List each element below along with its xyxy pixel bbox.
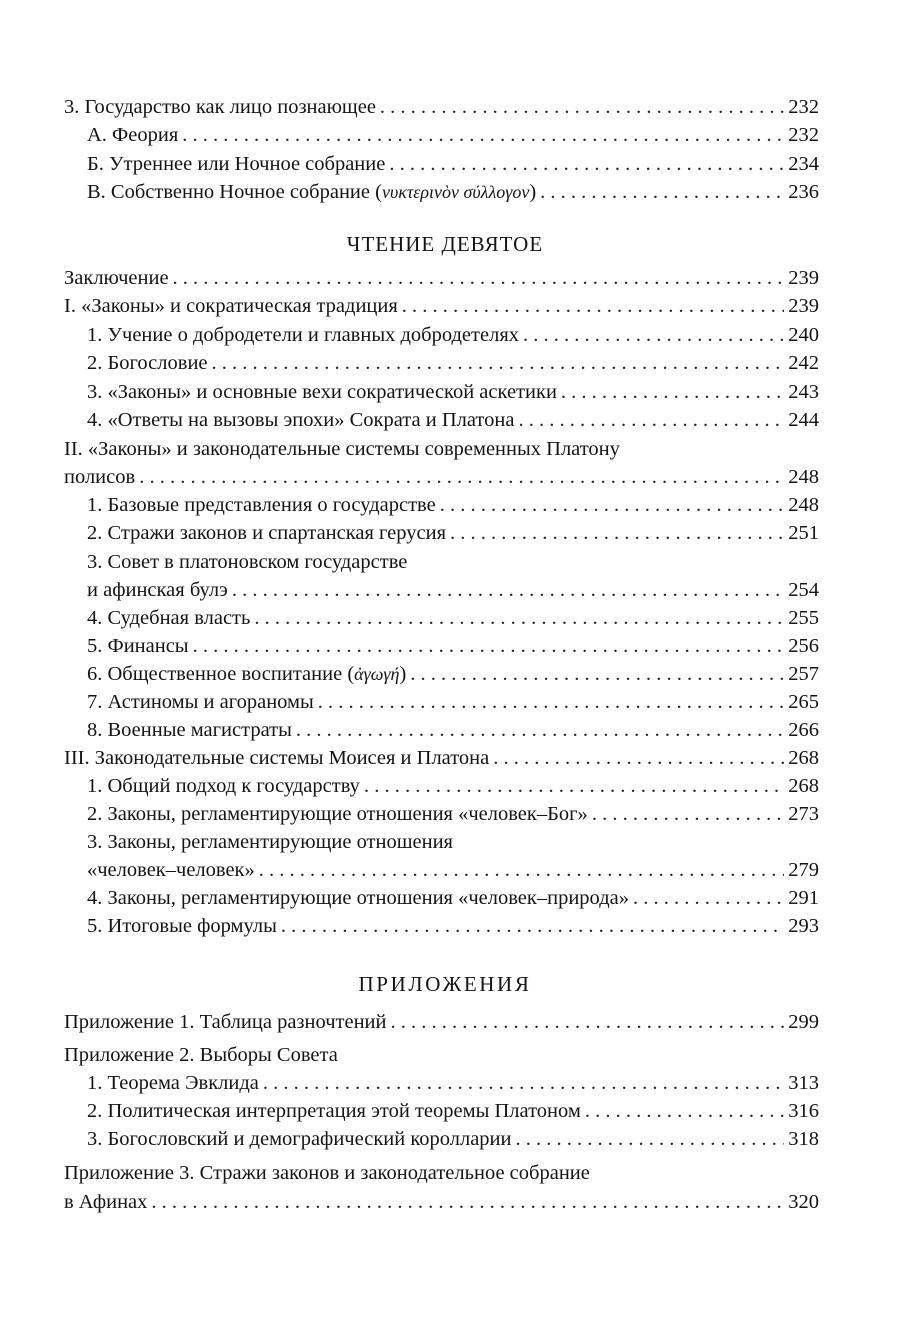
toc-entry	[87, 152, 819, 176]
toc-entry-title: II. «Законы» и законодательные системы современных Платону	[64, 438, 620, 460]
toc-entry-page: 234	[788, 153, 819, 175]
toc-entry-page: 279	[788, 859, 819, 881]
greek-term: νυκτερινὸν σύλλογον	[381, 182, 530, 202]
dot-leader	[151, 1190, 784, 1214]
dot-leader	[440, 493, 785, 517]
dot-leader	[380, 95, 784, 119]
toc-entry-title: 8. Военные магистраты	[87, 719, 292, 741]
toc-entry-title: 1. Общий подход к государству	[87, 775, 360, 797]
toc-entry	[87, 493, 819, 517]
dot-leader	[516, 1127, 785, 1151]
toc-entry-title: Приложение 2. Выборы Совета	[64, 1044, 338, 1066]
toc-entry-title: 3. Государство как лицо познающее	[64, 96, 376, 118]
toc-entry-title: 2. Законы, регламентирующие отношения «человек–Бог»	[87, 803, 588, 825]
dot-leader	[450, 521, 784, 545]
dot-leader	[402, 294, 784, 318]
toc-entry	[87, 380, 819, 404]
toc-entry-title: В. Собственно Ночное собрание (νυκτερινὸν σύλλογον)	[87, 181, 537, 203]
toc-entry-title: полисов	[64, 466, 136, 488]
toc-entry-title: 3. Богословский и демографический королларии	[87, 1128, 512, 1150]
toc-entry	[87, 351, 819, 375]
greek-term: ἀγωγή	[354, 664, 400, 684]
toc-entry-title: 5. Финансы	[87, 635, 189, 657]
toc-entry-page: 320	[788, 1191, 819, 1213]
toc-entry-title: 7. Астиномы и агораномы	[87, 691, 314, 713]
dot-leader	[364, 774, 784, 798]
toc-entry	[87, 1071, 819, 1095]
toc-entry-page: 257	[788, 663, 819, 685]
toc-entry	[87, 886, 819, 910]
toc-entry-title: А. Феория	[87, 124, 179, 146]
toc-entry-page: 293	[788, 915, 819, 937]
toc-entry	[87, 606, 819, 630]
toc-entry-page: 273	[788, 803, 819, 825]
toc-entry-page: 251	[788, 522, 819, 544]
toc-entry	[64, 465, 819, 489]
toc-entry-title: 3. Законы, регламентирующие отношения	[87, 831, 453, 853]
toc-entry-page: 255	[788, 607, 819, 629]
dot-leader	[263, 1071, 784, 1095]
dot-leader	[296, 718, 784, 742]
toc-entry-title: 4. Судебная власть	[87, 607, 251, 629]
dot-leader	[259, 858, 784, 882]
toc-entry	[87, 180, 819, 204]
dot-leader	[182, 123, 784, 147]
toc-entry-page: 248	[788, 466, 819, 488]
dot-leader	[139, 465, 784, 489]
toc-entry-title: и афинская булэ	[87, 579, 228, 601]
section-heading: ПРИЛОЖЕНИЯ	[358, 972, 532, 996]
toc-entry-page: 265	[788, 691, 819, 713]
dot-leader	[410, 662, 784, 686]
dot-leader	[254, 606, 784, 630]
toc-entry	[87, 634, 819, 658]
toc-entry	[87, 408, 819, 432]
toc-entry-page: 254	[788, 579, 819, 601]
dot-leader	[232, 578, 784, 602]
toc-entry	[64, 294, 819, 318]
toc-entry-title: Приложение 1. Таблица разночтений	[64, 1011, 387, 1033]
dot-leader	[193, 634, 785, 658]
toc-entry	[87, 323, 819, 347]
toc-entry	[87, 521, 819, 545]
toc-entry-page: 268	[788, 747, 819, 769]
toc-entry-page: 313	[788, 1072, 819, 1094]
toc-entry-title: 2. Стражи законов и спартанская герусия	[87, 522, 447, 544]
toc-entry-title: в Афинах	[64, 1191, 148, 1213]
toc-entry-title: 5. Итоговые формулы	[87, 915, 277, 937]
toc-entry-page: 243	[788, 381, 819, 403]
toc-entry-page: 232	[788, 124, 819, 146]
toc-entry-title: Приложение 3. Стражи законов и законодательное собрание	[64, 1162, 590, 1184]
dot-leader	[389, 152, 784, 176]
toc-entry-page: 291	[788, 887, 819, 909]
toc-entry-title: Б. Утреннее или Ночное собрание	[87, 153, 386, 175]
toc-entry	[64, 1190, 819, 1214]
toc-entry-page: 239	[788, 267, 819, 289]
toc-entry-page: 232	[788, 96, 819, 118]
section-heading: ЧТЕНИЕ ДЕВЯТОЕ	[346, 232, 544, 256]
toc-entry-page: 318	[788, 1128, 819, 1150]
dot-leader	[540, 180, 784, 204]
toc-entry	[87, 690, 819, 714]
toc-entry-page: 244	[788, 409, 819, 431]
toc-entry-page: 242	[788, 352, 819, 374]
toc-entry-page: 248	[788, 494, 819, 516]
toc-entry-title: 3. «Законы» и основные вехи сократической аскетики	[87, 381, 557, 403]
toc-entry-title: 6. Общественное воспитание (ἀγωγή)	[87, 663, 407, 685]
toc-entry	[87, 718, 819, 742]
toc-entry-title: I. «Законы» и сократическая традиция	[64, 295, 398, 317]
toc-entry-page: 256	[788, 635, 819, 657]
dot-leader	[318, 690, 784, 714]
toc-entry-title: Заключение	[64, 267, 169, 289]
toc-entry-title: «человек–человек»	[87, 859, 255, 881]
toc-entry-page: 236	[788, 181, 819, 203]
toc-entry	[87, 1127, 819, 1151]
toc-entry-page: 299	[788, 1011, 819, 1033]
toc-entry-page: 266	[788, 719, 819, 741]
toc-entry-title: 4. Законы, регламентирующие отношения «человек–природа»	[87, 887, 629, 909]
toc-entry-title: 4. «Ответы на вызовы эпохи» Сократа и Платона	[87, 409, 515, 431]
toc-entry-title: 2. Политическая интерпретация этой теоремы Платоном	[87, 1100, 581, 1122]
toc-entry-page: 240	[788, 324, 819, 346]
toc-entry-title: 3. Совет в платоновском государстве	[87, 551, 408, 573]
dot-leader	[391, 1010, 785, 1034]
toc-entry	[64, 95, 819, 119]
toc-entry	[87, 662, 819, 686]
toc-entry-page: 239	[788, 295, 819, 317]
dot-leader	[523, 323, 784, 347]
toc-entry	[87, 1099, 819, 1123]
toc-entry-page: 268	[788, 775, 819, 797]
toc-entry	[87, 578, 819, 602]
toc-entry	[64, 746, 819, 770]
dot-leader	[493, 746, 784, 770]
toc-entry-title: 1. Базовые представления о государстве	[87, 494, 436, 516]
toc-entry	[87, 123, 819, 147]
toc-entry	[64, 1010, 819, 1034]
dot-leader	[518, 408, 784, 432]
toc-entry-title: 1. Теорема Эвклида	[87, 1072, 259, 1094]
dot-leader	[212, 351, 785, 375]
toc-entry	[87, 774, 819, 798]
dot-leader	[585, 1099, 784, 1123]
dot-leader	[633, 886, 784, 910]
toc-entry	[87, 858, 819, 882]
toc-entry-page: 316	[788, 1100, 819, 1122]
toc-entry-title: 2. Богословие	[87, 352, 208, 374]
toc-entry	[87, 802, 819, 826]
toc-entry-title: III. Законодательные системы Моисея и Платона	[64, 747, 490, 769]
dot-leader	[281, 914, 784, 938]
dot-leader	[561, 380, 784, 404]
toc-entry-title: 1. Учение о добродетели и главных добродетелях	[87, 324, 520, 346]
toc-entry	[64, 266, 819, 290]
dot-leader	[173, 266, 785, 290]
dot-leader	[592, 802, 784, 826]
toc-entry	[87, 914, 819, 938]
